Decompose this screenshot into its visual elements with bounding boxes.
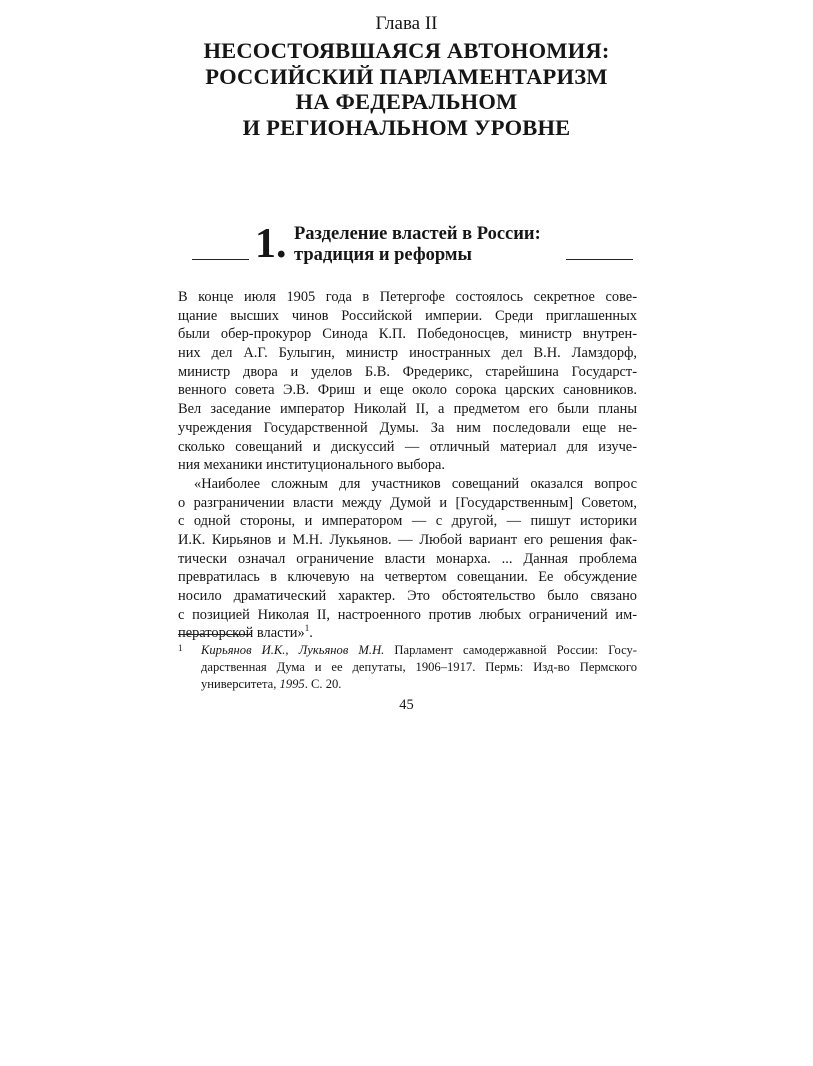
text-line: с одной стороны, и императором — с другой, — пишут историки bbox=[178, 513, 637, 530]
footnote-title: Парламент самодержавной России: Госу- bbox=[384, 643, 637, 657]
text-line: Вел заседание император Николай II, а предметом его были планы bbox=[178, 401, 637, 418]
text-line: ния механики институционального выбора. bbox=[178, 457, 446, 474]
section-rule-right bbox=[566, 259, 633, 260]
body-text bbox=[178, 288, 637, 643]
text-line: министр двора и уделов Б.В. Фредерикс, старейшина Государст- bbox=[178, 363, 637, 380]
text-line: превратилась в ключевую на четвертом совещании. Ее обсуждение bbox=[178, 569, 637, 586]
text-line: И.К. Кирьянов и М.Н. Лукьянов. — Любой вариант его решения фак- bbox=[178, 531, 637, 548]
chapter-title-line: НА ФЕДЕРАЛЬНОМ bbox=[295, 89, 518, 114]
paragraph-1 bbox=[178, 288, 637, 475]
text-line: сколько совещаний и дискуссий — отличный материал для изуче- bbox=[178, 438, 637, 455]
section-number: 1. bbox=[255, 221, 287, 267]
footnote-pages: . С. 20. bbox=[304, 677, 342, 691]
footnote bbox=[178, 642, 637, 693]
footnote-rule bbox=[178, 634, 252, 635]
chapter-label: Глава II bbox=[375, 13, 438, 34]
footnote-publisher: университета, bbox=[201, 677, 280, 691]
section-title-line: традиция и реформы bbox=[294, 245, 472, 265]
text-line: учреждения Государственной Думы. За ним последовали еще не- bbox=[178, 419, 637, 436]
text-line: носило драматический характер. Это обстоятельство было связано bbox=[178, 588, 637, 604]
text-line: В конце июля 1905 года в Петергофе состоялось секретное сове- bbox=[178, 289, 637, 305]
text-line: были обер-прокурор Синода К.П. Победоносцев, министр внутрен- bbox=[178, 326, 637, 343]
footnote-body bbox=[201, 642, 637, 693]
chapter-title-line: И РЕГИОНАЛЬНОМ УРОВНЕ bbox=[242, 114, 571, 140]
text-line: венного совета Э.В. Фриш и еще около сорока царских сановников. bbox=[178, 382, 637, 399]
text-line: щание высших чинов Российской империи. Среди приглашенных bbox=[178, 307, 637, 324]
page-number: 45 bbox=[399, 697, 414, 713]
footnote-line bbox=[201, 676, 637, 693]
footnote-reference[interactable]: 1 bbox=[304, 624, 310, 634]
chapter-title-line: НЕСОСТОЯВШАЯСЯ АВТОНОМИЯ: bbox=[203, 38, 610, 63]
text-line: с позицией Николая II, настроенного против любых ограничений им- bbox=[178, 606, 637, 623]
footnote-authors: Кирьянов И.К., Лукьянов М.Н. bbox=[201, 643, 385, 657]
section-title bbox=[294, 224, 541, 266]
footnote-mark: 1 bbox=[178, 643, 183, 653]
text-line-last: ператорской власти»$^1$. bbox=[178, 624, 313, 642]
text-line: тически означал ограничение власти монарха. ... Данная проблема bbox=[178, 550, 637, 567]
text-line: о разграничении власти между Думой и [Государственным] Советом, bbox=[178, 494, 637, 511]
section-rule-left bbox=[192, 259, 249, 260]
paragraph-2 bbox=[178, 475, 637, 643]
footnote-year: 1995 bbox=[279, 677, 305, 691]
footnote-line bbox=[201, 642, 637, 659]
text-line: «Наиболее сложным для участников совещаний оказался вопрос bbox=[194, 475, 637, 492]
text-line: них дел А.Г. Булыгин, министр иностранных дел В.Н. Ламздорф, bbox=[178, 345, 637, 362]
text-line-content: ператорской власти» bbox=[178, 625, 305, 642]
chapter-title bbox=[0, 38, 813, 140]
chapter-title-line: РОССИЙСКИЙ ПАРЛАМЕНТАРИЗМ bbox=[205, 63, 608, 89]
section-title-line: Разделение властей в России: bbox=[294, 224, 541, 244]
footnote-line: дарственная Дума и ее депутаты, 1906–1917. Пермь: Изд-во Пермского bbox=[201, 660, 637, 674]
